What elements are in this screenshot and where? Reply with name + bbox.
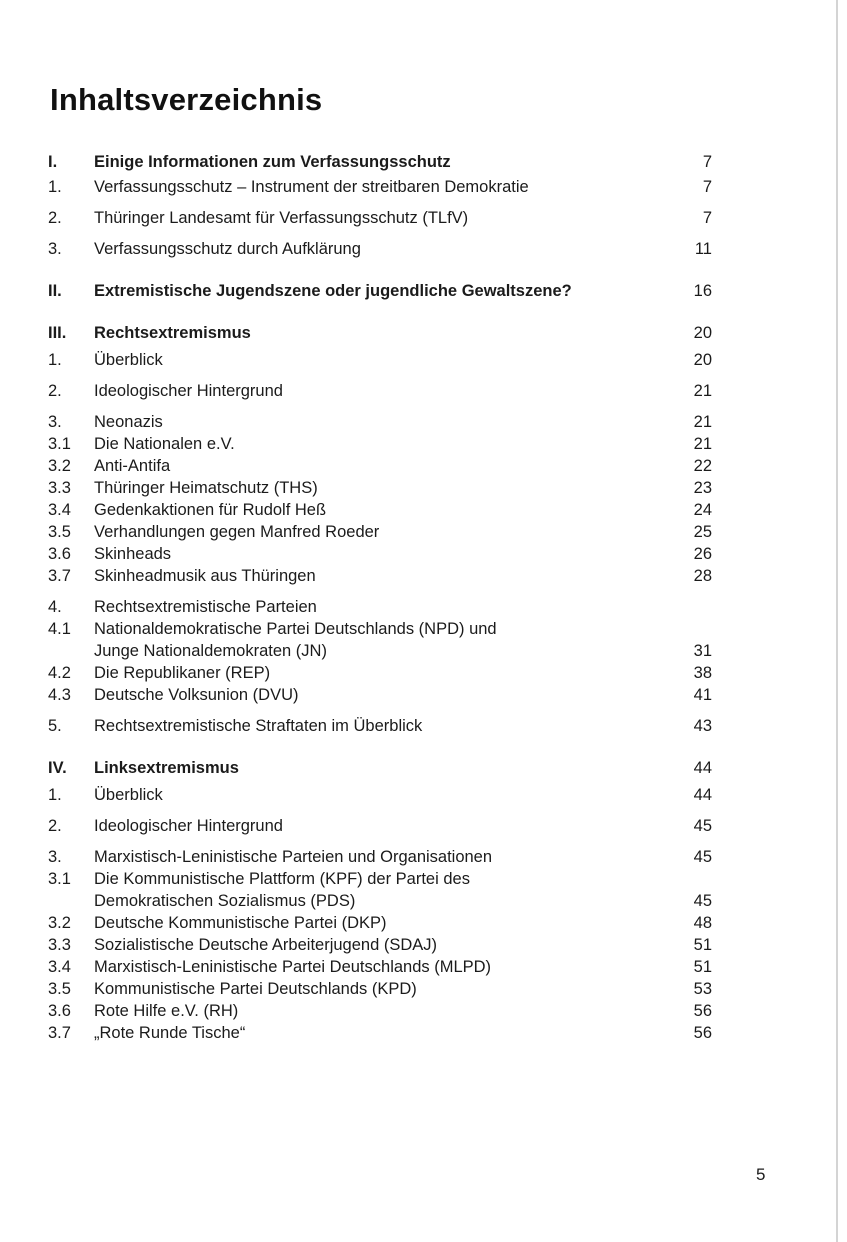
toc-entry-title: Junge Nationaldemokraten (JN) xyxy=(94,642,327,660)
toc-entry-title: Marxistisch-Leninistische Partei Deutschlands (MLPD) xyxy=(94,958,492,976)
toc-entry-number: 3.1 xyxy=(48,870,71,888)
toc-entry-page: 7 xyxy=(702,153,712,171)
toc-entry xyxy=(48,523,712,545)
toc-entry-number: 4.3 xyxy=(48,686,71,704)
toc-entry-title: Demokratischen Sozialismus (PDS) xyxy=(94,892,356,910)
toc-entry-number: 1. xyxy=(48,351,62,369)
toc-entry-number: 3. xyxy=(48,413,62,431)
toc-entry xyxy=(48,1002,712,1024)
toc-entry-page: 51 xyxy=(693,936,712,954)
toc-entry-page: 20 xyxy=(693,324,712,342)
toc-entry xyxy=(48,282,712,313)
toc-entry-page: 56 xyxy=(693,1024,712,1042)
toc-entry-title: „Rote Runde Tische“ xyxy=(94,1024,246,1042)
toc-entry xyxy=(48,209,712,240)
toc-entry-title: Nationaldemokratische Partei Deutschlands (NPD) und xyxy=(94,620,497,638)
toc-entry-number: 2. xyxy=(48,382,62,400)
toc-entry-title: Linksextremismus xyxy=(94,759,239,777)
page-edge-line xyxy=(836,0,838,1242)
toc-entry xyxy=(48,914,712,936)
toc-entry-number: 3.2 xyxy=(48,914,71,932)
table-of-contents xyxy=(48,153,712,1046)
toc-entry-title: Deutsche Volksunion (DVU) xyxy=(94,686,299,704)
toc-entry-number: 1. xyxy=(48,786,62,804)
toc-entry-number: 3.2 xyxy=(48,457,71,475)
toc-entry-number: I. xyxy=(48,153,58,171)
toc-entry-number: 3. xyxy=(48,848,62,866)
toc-entry-number: 1. xyxy=(48,178,62,196)
toc-entry-page: 48 xyxy=(693,914,712,932)
toc-entry-number: 3. xyxy=(48,240,62,258)
toc-entry-number: 3.6 xyxy=(48,545,71,563)
toc-entry-page: 45 xyxy=(693,892,712,910)
toc-entry-number: 3.4 xyxy=(48,501,71,519)
toc-entry xyxy=(48,457,712,479)
toc-entry xyxy=(48,324,712,351)
toc-entry-page: 23 xyxy=(693,479,712,497)
page-number: 5 xyxy=(756,1165,766,1184)
toc-entry-page: 31 xyxy=(693,642,712,660)
toc-entry-number: 3.6 xyxy=(48,1002,71,1020)
toc-entry-title: Verhandlungen gegen Manfred Roeder xyxy=(94,523,380,541)
toc-entry-number: II. xyxy=(48,282,62,300)
toc-entry xyxy=(48,351,712,382)
toc-entry xyxy=(48,980,712,1002)
toc-entry-title: Ideologischer Hintergrund xyxy=(94,382,283,400)
toc-entry-page: 26 xyxy=(693,545,712,563)
toc-entry-number: 3.3 xyxy=(48,479,71,497)
toc-entry-title: Skinheads xyxy=(94,545,172,563)
toc-entry xyxy=(48,664,712,686)
toc-entry-number: 2. xyxy=(48,817,62,835)
toc-entry-number: III. xyxy=(48,324,67,342)
toc-entry-page: 38 xyxy=(693,664,712,682)
toc-entry-title: Rote Hilfe e.V. (RH) xyxy=(94,1002,239,1020)
toc-entry xyxy=(48,545,712,567)
toc-entry-page: 21 xyxy=(693,435,712,453)
toc-entry-page: 21 xyxy=(693,413,712,431)
toc-entry xyxy=(48,178,712,209)
toc-entry-title: Rechtsextremismus xyxy=(94,324,251,342)
toc-entry xyxy=(48,870,712,892)
toc-entry-title: Neonazis xyxy=(94,413,163,431)
toc-entry-title: Extremistische Jugendszene oder jugendliche Gewaltszene? xyxy=(94,282,572,300)
toc-entry xyxy=(48,598,712,620)
toc-entry xyxy=(48,717,712,748)
toc-entry xyxy=(48,686,712,717)
toc-entry xyxy=(48,240,712,271)
toc-entry-title: Sozialistische Deutsche Arbeiterjugend (SDAJ) xyxy=(94,936,437,954)
toc-entry xyxy=(48,435,712,457)
toc-entry xyxy=(48,759,712,786)
toc-entry-page: 43 xyxy=(693,717,712,735)
toc-entry-page: 45 xyxy=(693,817,712,835)
toc-entry xyxy=(48,413,712,435)
toc-entry-title: Kommunistische Partei Deutschlands (KPD) xyxy=(94,980,417,998)
toc-entry-title: Gedenkaktionen für Rudolf Heß xyxy=(94,501,327,519)
toc-entry-page: 53 xyxy=(693,980,712,998)
toc-entry xyxy=(48,848,712,870)
toc-entry xyxy=(48,642,712,664)
toc-entry-title: Die Kommunistische Plattform (KPF) der Partei des xyxy=(94,870,470,888)
toc-entry-title: Die Republikaner (REP) xyxy=(94,664,271,682)
toc-entry-page: 11 xyxy=(694,240,712,258)
toc-entry-number: 3.4 xyxy=(48,958,71,976)
toc-entry-title: Überblick xyxy=(94,351,163,369)
toc-entry-number: 3.7 xyxy=(48,1024,71,1042)
toc-entry-page: 24 xyxy=(693,501,712,519)
toc-entry-number: 3.1 xyxy=(48,435,71,453)
toc-entry xyxy=(48,786,712,817)
toc-entry xyxy=(48,501,712,523)
toc-entry-title: Thüringer Heimatschutz (THS) xyxy=(94,479,318,497)
toc-entry-number: 3.5 xyxy=(48,980,71,998)
toc-entry-page: 44 xyxy=(693,786,712,804)
toc-entry-title: Einige Informationen zum Verfassungsschutz xyxy=(94,153,451,171)
toc-entry-page: 21 xyxy=(693,382,712,400)
toc-entry xyxy=(48,382,712,413)
toc-entry-page: 7 xyxy=(702,209,712,227)
toc-entry-title: Deutsche Kommunistische Partei (DKP) xyxy=(94,914,387,932)
toc-entry-number: 4. xyxy=(48,598,62,616)
page-title: Inhaltsverzeichnis xyxy=(50,82,323,117)
toc-entry-number: 5. xyxy=(48,717,62,735)
toc-entry-title: Marxistisch-Leninistische Parteien und Organisationen xyxy=(94,848,493,866)
toc-entry-title: Skinheadmusik aus Thüringen xyxy=(94,567,316,585)
toc-entry-title: Anti-Antifa xyxy=(94,457,171,475)
toc-entry-number: 2. xyxy=(48,209,62,227)
toc-entry-page: 25 xyxy=(693,523,712,541)
toc-entry-page: 41 xyxy=(693,686,712,704)
toc-entry xyxy=(48,620,712,642)
toc-entry-number: 3.3 xyxy=(48,936,71,954)
toc-entry-title: Verfassungsschutz – Instrument der streitbaren Demokratie xyxy=(94,178,529,196)
toc-entry-title: Rechtsextremistische Parteien xyxy=(94,598,317,616)
toc-entry-page: 16 xyxy=(693,282,712,300)
toc-entry-title: Ideologischer Hintergrund xyxy=(94,817,283,835)
toc-entry-number: 3.7 xyxy=(48,567,71,585)
toc-entry-page: 51 xyxy=(693,958,712,976)
toc-entry-title: Die Nationalen e.V. xyxy=(94,435,235,453)
toc-entry xyxy=(48,567,712,598)
toc-entry-title: Rechtsextremistische Straftaten im Überblick xyxy=(94,717,423,735)
toc-entry-page: 56 xyxy=(693,1002,712,1020)
toc-entry-page: 44 xyxy=(693,759,712,777)
toc-entry xyxy=(48,479,712,501)
toc-entry-number: 4.2 xyxy=(48,664,71,682)
toc-entry-title: Thüringer Landesamt für Verfassungsschutz (TLfV) xyxy=(94,209,469,227)
toc-entry-page: 45 xyxy=(693,848,712,866)
toc-entry-title: Überblick xyxy=(94,786,163,804)
toc-entry-page: 7 xyxy=(702,178,712,196)
toc-entry-page: 28 xyxy=(693,567,712,585)
toc-entry-number: IV. xyxy=(48,759,67,777)
toc-entry-page: 20 xyxy=(693,351,712,369)
toc-entry xyxy=(48,892,712,914)
toc-entry-page: 22 xyxy=(693,457,712,475)
toc-entry-number: 4.1 xyxy=(48,620,71,638)
toc-entry xyxy=(48,817,712,848)
toc-entry xyxy=(48,153,712,178)
toc-entry-number: 3.5 xyxy=(48,523,71,541)
toc-entry xyxy=(48,958,712,980)
toc-entry-title: Verfassungsschutz durch Aufklärung xyxy=(94,240,361,258)
toc-entry xyxy=(48,1024,712,1046)
toc-entry xyxy=(48,936,712,958)
